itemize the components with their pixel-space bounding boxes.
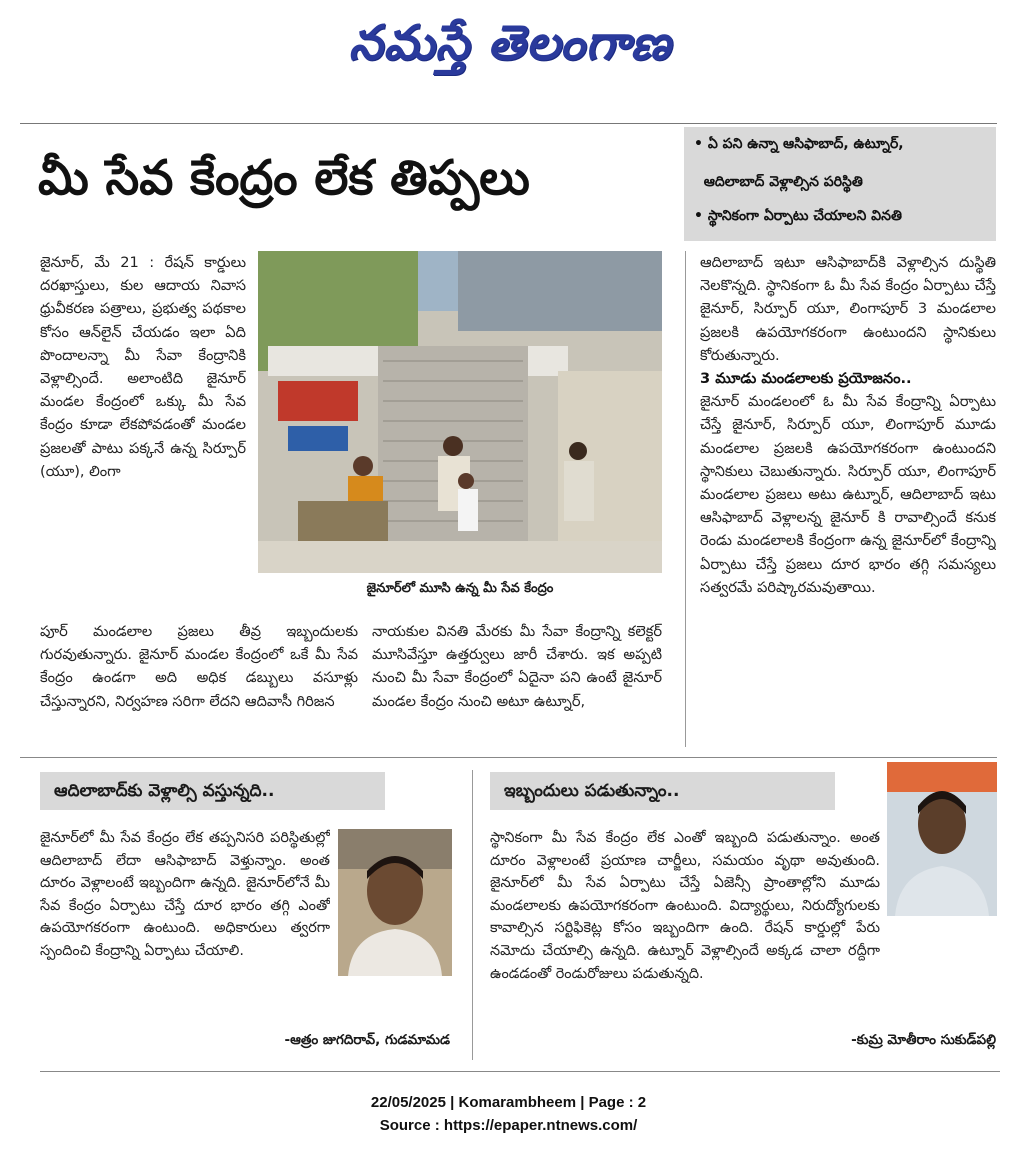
portrait-image <box>338 829 452 976</box>
article-paragraph: జైనూర్ మండలంలో ఓ మీ సేవ కేంద్రాన్ని ఏర్పాటు చేస్తే జైనూర్, సిర్పూర్ యూ, లింగాపూర్ మూడు మండలాల ప్రజలకి ఉపయోగకరంగా ఉంటుందని స్థానికులు చెబుతున్నారు. సిర్పూర్ యూ, లింగాపూర్ మండలాల ప్రజలు అటు ఉట్నూర్, ఆదిలాబాద్ ఇటు ఆసిఫాబాద్ వెళ్లాలన్న జైనూర్ కి రావాల్సిందే కనుక రెండు మండలాలకి కేంద్రంగా ఉన్న జైనూర్‌లో కేంద్రాన్ని ఏర్పాటు చేస్తే ప్రజలు దూర భారం తగ్గి సమస్యలు సత్వరమే పరిష్కారమవుతాయి. <box>700 393 996 596</box>
article-column-1-top: జైనూర్, మే 21 : రేషన్ కార్డులు దరఖాస్తులు, కుల ఆదాయ నివాస ధ్రువీకరణ పత్రాలు, ప్రభుత్వ పథకాల కోసం ఆన్‌లైన్ చేయడం ఇలా ఏది పొందాలన్నా మీ సేవా కేంద్రానికి వెళ్లాల్సిందే. అలాంటిది జైనూర్ మండల కేంద్రంలో ఒక్కు మీ సేవ కేంద్రం కూడా లేకపోవడంతో మండల ప్రజలతో పాటు పక్కనే ఉన్న సిర్పూర్ (యూ), లింగా <box>40 254 246 480</box>
quote-text: స్థానికంగా మీ సేవ కేంద్రం లేక ఎంతో ఇబ్బంది పడుతున్నాం. అంత దూరం వెళ్లాలంటే ప్రయాణ చార్జీలు, సమయం వృథా అవుతుంది. జైనూర్‌లో మీ సేవ ఏర్పాటు చేస్తే ఏజెన్సీ ప్రాంతాల్లోని మూడు మండలాలకు ఉపయోగకరంగా ఉంటుంది. విద్యార్థులు, నిరుద్యోగులకు కావాల్సిన సర్టిఫికెట్ల కోసం ఇబ్బందిగా ఉంది. రేషన్ కార్డుల్లో పేరు నమోదు చేయాల్సి ఉన్నది. ఉట్నూర్ వెళ్లాల్సిందే అక్కడ చాలా రద్దీగా ఉండడంతో రెండురోజులు పడుతున్నది. <box>490 830 880 982</box>
shop-photo <box>258 251 662 573</box>
section-divider <box>20 757 997 758</box>
article-column-1-bottom: పూర్ మండలాల ప్రజలు తీవ్ర ఇబ్బందులకు గురవుతున్నారు. జైనూర్ మండల కేంద్రంలో ఒకే మీ సేవ కేంద్రం ఉండగా అది అధిక డబ్బులు వసూళ్లు చేస్తున్నారని, నిర్వహణ సరిగా లేదని ఆదివాసీ గిరిజన <box>40 623 358 710</box>
article-headline: మీ సేవ కేంద్రం లేక తిప్పలు <box>38 150 530 206</box>
article-column-3 <box>700 251 996 747</box>
highlight-item: • స్థానికంగా ఏర్పాటు చేయాలని వినతి <box>694 208 902 224</box>
portrait-image <box>887 762 997 916</box>
quote-title: ఇబ్బందులు పడుతున్నాం.. <box>490 772 835 810</box>
highlight-item: ఆదిలాబాద్ వెళ్లాల్సిన పరిస్థితి <box>703 174 863 190</box>
masthead <box>0 0 1017 92</box>
closed-meeseva-centre-image <box>258 251 662 573</box>
top-divider <box>20 123 997 124</box>
person-portrait <box>338 829 452 976</box>
newspaper-logo: నమస్తే తెలంగాణ <box>348 15 672 71</box>
highlights-box <box>684 127 996 241</box>
bottom-divider <box>40 1071 1000 1072</box>
photo-caption: జైనూర్‌లో మూసి ఉన్న మీ సేవ కేంద్రం <box>366 581 554 596</box>
footer-source: Source : https://epaper.ntnews.com/ <box>379 1117 638 1134</box>
highlight-item: • ఏ పని ఉన్నా ఆసిఫాబాద్, ఉట్నూర్, <box>694 136 904 152</box>
quote-byline: -కుమ్ర మోతీరాం సుకుడ్‌పల్లి <box>851 1032 996 1048</box>
column-divider <box>685 251 686 747</box>
quote-title: ఆదిలాబాద్‌కు వెళ్లాల్సి వస్తున్నది.. <box>40 772 385 810</box>
article-column-2: నాయకుల వినతి మేరకు మీ సేవా కేంద్రాన్ని కలెక్టర్ మూసివేస్తూ ఉత్తర్వులు జారీ చేశారు. ఇక అప్పటి నుంచి మీ సేవా కేంద్రంలో ఏదైనా పని ఉంటే జైనూర్ మండల కేంద్రం నుంచి అటూ ఉట్నూర్, <box>372 623 662 710</box>
quote-byline: -ఆత్రం జుగదిరావ్, గుడమామడ <box>284 1032 450 1048</box>
column-divider <box>472 770 473 1060</box>
footer-date-edition: 22/05/2025 | Komarambheem | Page : 2 <box>370 1094 647 1111</box>
article-subheading: 3 మూడు మండలాలకు ప్రయోజనం.. <box>700 370 912 388</box>
quote-text: జైనూర్‌లో మీ సేవ కేంద్రం లేక తప్పనిసరి పరిస్థితుల్లో ఆదిలాబాద్ లేదా ఆసిఫాబాద్ వెళ్తున్నాం. అంత దూరం వెళ్లాలంటే ఇబ్బందిగా ఉన్నది. జైనూర్‌లోనే మీ సేవ కేంద్రం ఏర్పాటు చేస్తే దూర భారం తగ్గి ఎంతో ఉపయోగకరంగా ఉంటుంది. అధికారులు త్వరగా స్పందించి కేంద్రాన్ని ఏర్పాటు చేయాలి. <box>40 830 330 959</box>
article-paragraph: ఆదిలాబాద్ ఇటూ ఆసిఫాబాద్‌కి వెళ్లాల్సిన దుస్థితి నెలకొన్నది. స్థానికంగా ఓ మీ సేవ కేంద్రం ఏర్పాటు చేస్తే జైనూర్, సిర్పూర్ యూ, లింగాపూర్ 3 మండలాల ప్రజలకి ఉపయోగకరంగా ఉంటుందని స్థానికులు కోరుతున్నారు. <box>700 254 996 364</box>
person-portrait <box>887 762 997 916</box>
